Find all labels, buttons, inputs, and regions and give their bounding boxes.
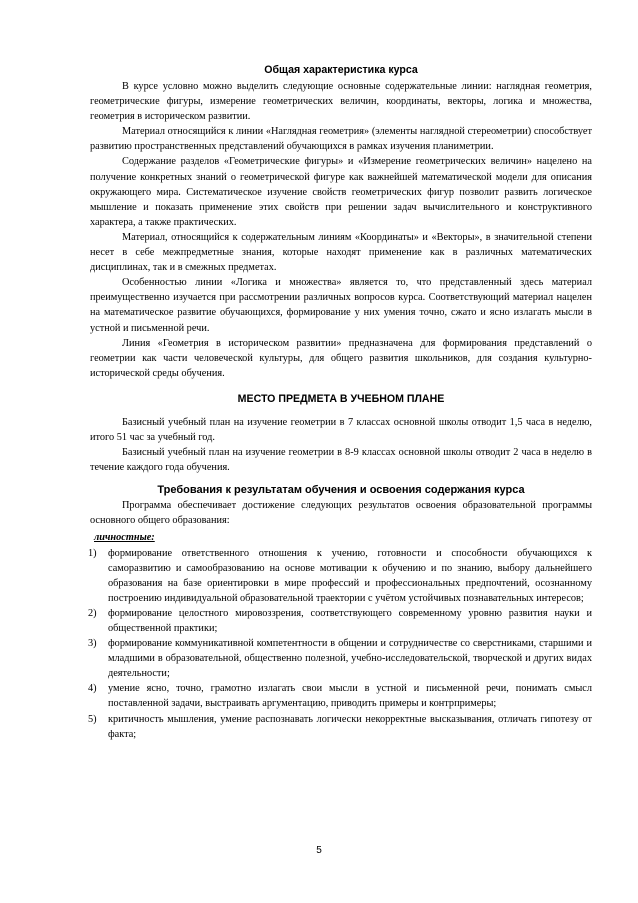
plan-paragraph: Базисный учебный план на изучение геометрии в 8-9 классах основной школы отводит 2 часа в неделю в течение каждого года обучения. — [90, 447, 592, 474]
list-item-number: 5) — [88, 713, 97, 725]
list-item — [90, 546, 592, 606]
intro-section — [90, 79, 592, 381]
list-item-number: 4) — [88, 683, 97, 695]
list-item-text: формирование коммуникативной компетентности в общении и сотрудничестве со сверстниками, старшими и младшими в образовательной, общественно полезной, учебно-исследовательской, творческой и других видах деятельности; — [108, 638, 592, 680]
intro-paragraph: Материал относящийся к линии «Наглядная геометрия» (элементы наглядной стереометрии) способствует развитию пространственных представлений обучающихся в рамках изучения планиметрии. — [90, 126, 592, 153]
intro-paragraph: Содержание разделов «Геометрические фигуры» и «Измерение геометрических величин» нацелено на получение конкретных знаний о геометрической фигуре как важнейшей математической модели для описания окружающего мира. Систематическое изучение свойств геометрических фигур позволит развить логическое мышление и показать применение этих свойств при решении задач вычислительного и конструктивного характера, а также практических. — [90, 156, 592, 228]
section-heading-plan: МЕСТО ПРЕДМЕТА В УЧЕБНОМ ПЛАНЕ — [237, 392, 445, 405]
intro-paragraph: Особенностью линии «Логика и множества» является то, что представленный здесь материал преимущественно изучается при рассмотрении различных вопросов курса. Соответствующий материал нацелен на математическое развитие обучающихся, формирование у них умения точно, сжато и ясно излагать мысли в устной и письменной речи. — [90, 277, 592, 334]
list-item-text: критичность мышления, умение распознавать логически некорректные высказывания, отличать гипотезу от факта; — [108, 713, 592, 740]
intro-paragraph: Материал, относящийся к содержательным линиям «Координаты» и «Векторы», в значительной степени несет в себе межпредметные знания, которые находят применение как в различных математических дисциплинах, так и в смежных предметах. — [90, 231, 592, 274]
plan-section — [90, 415, 592, 475]
list-item — [90, 681, 592, 711]
list-item — [90, 712, 592, 742]
list-item-number: 1) — [88, 547, 97, 559]
list-item-text: умение ясно, точно, грамотно излагать свои мысли в устной и письменной речи, понимать смысл поставленной задачи, выстраивать аргументацию, приводить примеры и контрпримеры; — [108, 683, 592, 710]
personal-results-label: личностные: — [94, 532, 155, 544]
list-item-text: формирование целостного мировоззрения, соответствующего современному уровню развития науки и общественной практики; — [108, 607, 592, 634]
section-heading-requirements: Требования к результатам обучения и освоения содержания курса — [157, 484, 525, 497]
personal-results-list — [90, 546, 592, 742]
plan-paragraph: Базисный учебный план на изучение геометрии в 7 классах основной школы отводит 1,5 часа в неделю, итого 51 час за учебный год. — [90, 416, 592, 443]
intro-paragraph: Линия «Геометрия в историческом развитии» предназначена для формирования представлений о геометрии как части человеческой культуры, для общего развития школьников, для создания культурно-исторической среды обучения. — [90, 337, 592, 379]
page-number: 5 — [316, 845, 322, 856]
requirements-lead: Программа обеспечивает достижение следующих результатов освоения образовательной программы основного общего образования: — [90, 500, 592, 527]
list-item-number: 2) — [88, 607, 97, 619]
intro-paragraph: В курсе условно можно выделить следующие основные содержательные линии: наглядная геометрия, геометрические фигуры, измерение геометрических величин, координаты, векторы, логика и множества, геометрия в историческом развитии. — [90, 81, 592, 123]
page-title: Общая характеристика курса — [264, 64, 418, 76]
list-item — [90, 636, 592, 681]
list-item-text: формирование ответственного отношения к учению, готовности и способности обучающихся к саморазвитию и самообразованию на основе мотивации к обучению и по знанию, выбору дальнейшего образования на базе ориентировки в мире профессий и профессиональных предпочтений, осознанному построению индивидуальной образовательной траектории с учётом устойчивых познавательных интересов; — [108, 547, 592, 604]
list-item — [90, 606, 592, 636]
list-item-number: 3) — [88, 638, 97, 650]
